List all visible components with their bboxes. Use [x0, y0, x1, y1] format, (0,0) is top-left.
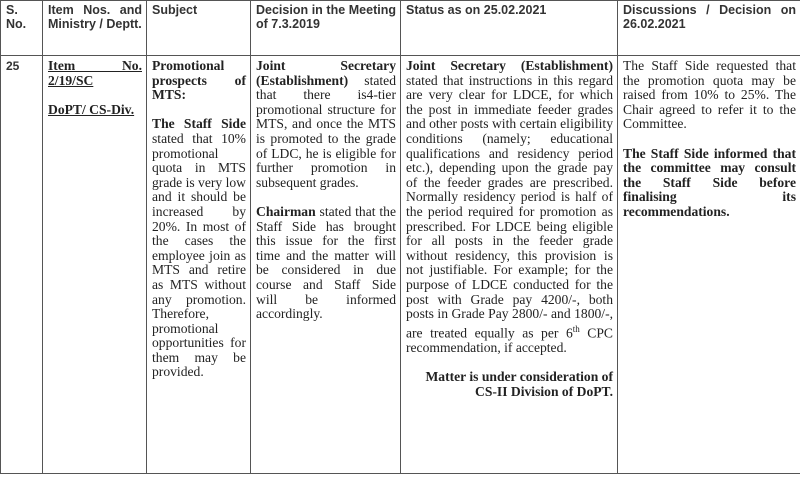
paragraph	[256, 205, 396, 322]
header-status-2021: Status as on 25.02.2021	[401, 1, 618, 56]
paragraph	[623, 59, 796, 132]
paragraph	[152, 117, 246, 380]
paragraph	[406, 59, 613, 355]
paragraph	[48, 103, 142, 118]
cell-decision-2019	[251, 56, 401, 474]
text: stated that there is4-tier promotional structure for MTS, and once the MTS is promoted to the grade of LDC, he is eligible for further promotion in subsequent grades.	[256, 72, 396, 190]
cell-discussion-2021	[618, 56, 800, 474]
header-discussion-2021: Discussions / Decision on 26.02.2021	[618, 1, 800, 56]
text: stated that instructions in this regard are very clear for LDCE, for which the post in immediate feeder grades and other posts with certain eligibility conditions (namely; educational qualifications and residency period etc.), depending upon the grade pay of the feeder grades are prescribed. Normally residency period is half of the period required for promotion as prescribed. For LDCE being eligible for all posts in the feeder grade without residency, this provision is not justifiable. For example; for the purpose of LDCE conducted for the post with Grade pay 4200/-, both posts in Grade Pay 2800/- and 1800/-, are treated equally as per 6	[406, 72, 613, 341]
bold-text: Joint Secretary (Establishment)	[256, 58, 396, 88]
header-sno: S. No.	[1, 1, 43, 56]
text: stated that the Staff Side has brought this issue for the first time and the matter will be considered in due course and Staff Side will be informed accordingly.	[256, 203, 396, 322]
bold-text: The Staff Side informed that the committee may consult the Staff Side before finalising its recommendations.	[623, 145, 796, 219]
bold-text: The Staff Side	[152, 116, 246, 132]
cell-sno: 25	[1, 56, 43, 474]
text: The Staff Side requested that the promotion quota may be raised from 10% to 25%. The Chair agreed to refer it to the Committee.	[623, 58, 796, 132]
paragraph	[406, 370, 613, 399]
cell-item	[43, 56, 147, 474]
text: th	[572, 323, 580, 334]
paragraph	[152, 59, 246, 103]
bold-text: Promotional prospects of MTS:	[152, 58, 246, 103]
header-decision-2019: Decision in the Meeting of 7.3.2019	[251, 1, 401, 56]
bold-text: Item No. 2/19/SC	[48, 58, 142, 88]
header-row	[1, 1, 800, 56]
paragraph	[256, 59, 396, 190]
text: CPC recommendation, if accepted.	[406, 325, 613, 355]
cell-status-2021	[401, 56, 618, 474]
paragraph	[623, 147, 796, 220]
bold-text: DoPT/ CS-Div.	[48, 101, 135, 117]
header-subject: Subject	[147, 1, 251, 56]
bold-text: Matter is under consideration of CS-II Division of DoPT.	[425, 369, 613, 399]
bold-text: Chairman	[256, 203, 316, 219]
header-item: Item Nos. and Ministry / Deptt.	[43, 1, 147, 56]
bold-text: Joint Secretary (Establishment)	[406, 58, 613, 73]
cell-subject	[147, 56, 251, 474]
paragraph	[48, 59, 142, 88]
text: stated that 10% promotional quota in MTS grade is very low and it should be increased by 20%. In most of the cases the employee join as MTS and retire as MTS without any promotion. Therefore, promotional opportunities for them may be provided.	[152, 130, 246, 380]
table-row	[1, 56, 800, 474]
